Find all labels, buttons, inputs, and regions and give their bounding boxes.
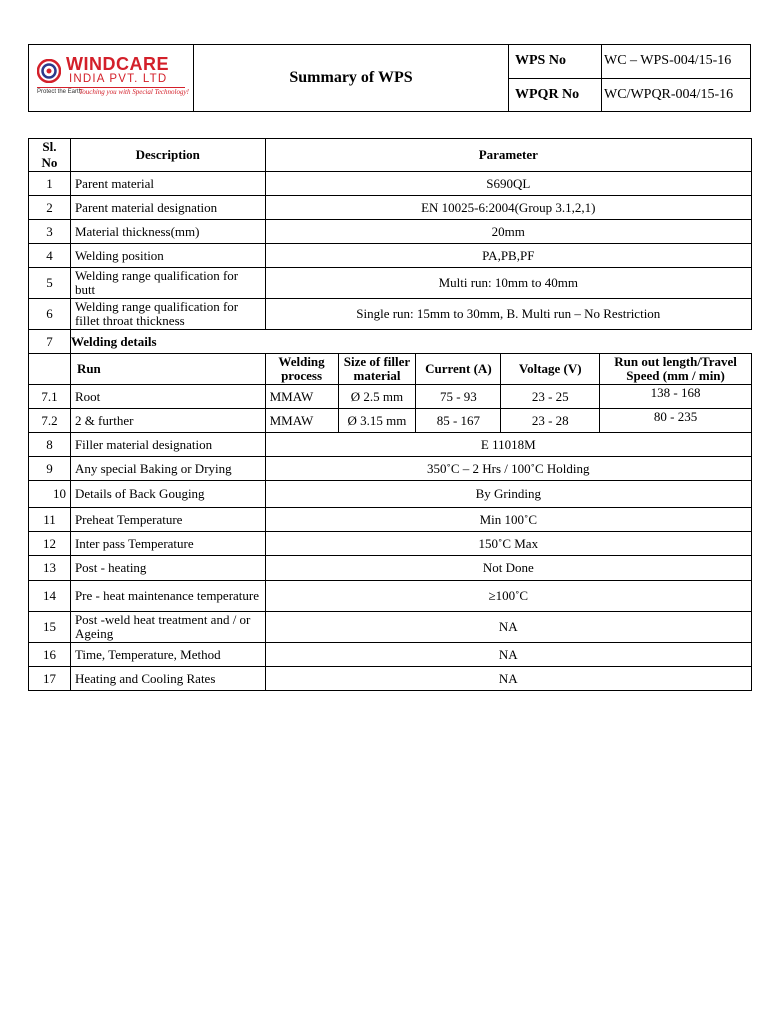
table-row (29, 481, 752, 508)
table-row (29, 556, 752, 581)
table-row (29, 581, 752, 612)
row-description: Inter pass Temperature (70, 532, 265, 556)
row-parameter: S690QL (265, 172, 751, 196)
row-description: Details of Back Gouging (70, 481, 265, 508)
col-header-parameter: Parameter (265, 139, 751, 172)
row-parameter: 150˚C Max (265, 532, 751, 556)
row-description: Post - heating (70, 556, 265, 581)
row-description: Time, Temperature, Method (70, 643, 265, 667)
run-size: Ø 3.15 mm (338, 409, 416, 433)
run-header-size: Size of filler material (338, 354, 416, 385)
row-description: Welding position (70, 244, 265, 268)
run-header-row (29, 354, 752, 385)
run-sl: 7.2 (29, 409, 71, 433)
run-sl: 7.1 (29, 385, 71, 409)
col-header-description: Description (70, 139, 265, 172)
row-sl: 3 (29, 220, 71, 244)
run-process: MMAW (265, 385, 338, 409)
row-parameter: Multi run: 10mm to 40mm (265, 268, 751, 299)
run-current: 75 - 93 (416, 385, 501, 409)
logo-tag-left: Protect the Earth (37, 89, 83, 95)
row-sl: 11 (29, 508, 71, 532)
table-header-row (29, 139, 752, 172)
run-voltage: 23 - 28 (501, 409, 600, 433)
row-description: Preheat Temperature (70, 508, 265, 532)
wps-no-label: WPS No (509, 45, 602, 79)
run-header-current: Current (A) (416, 354, 501, 385)
company-logo (29, 45, 193, 111)
row-sl: 2 (29, 196, 71, 220)
row-sl: 8 (29, 433, 71, 457)
page-title: Summary of WPS (194, 45, 509, 112)
document-header (28, 44, 751, 112)
logo-cell (29, 45, 194, 112)
run-header-blank (29, 354, 71, 385)
run-current: 85 - 167 (416, 409, 501, 433)
welding-details-row (29, 330, 752, 354)
row-sl: 12 (29, 532, 71, 556)
row-parameter: By Grinding (265, 481, 751, 508)
row-parameter: Not Done (265, 556, 751, 581)
row-sl: 10 (29, 481, 71, 508)
run-row (29, 385, 752, 409)
table-row (29, 244, 752, 268)
table-row (29, 172, 752, 196)
row-sl: 15 (29, 612, 71, 643)
run-size: Ø 2.5 mm (338, 385, 416, 409)
wps-no-value: WC – WPS-004/15-16 (602, 45, 751, 79)
row-sl: 17 (29, 667, 71, 691)
row-sl: 16 (29, 643, 71, 667)
row-sl: 13 (29, 556, 71, 581)
row-parameter: Min 100˚C (265, 508, 751, 532)
welding-details-label: Welding details (70, 330, 751, 354)
row-parameter: ≥100˚C (265, 581, 751, 612)
table-row (29, 433, 752, 457)
table-row (29, 532, 752, 556)
table-row (29, 508, 752, 532)
run-speed: 138 - 168 (600, 385, 752, 409)
row-description: Any special Baking or Drying (70, 457, 265, 481)
row-sl: 5 (29, 268, 71, 299)
row-parameter: 350˚C – 2 Hrs / 100˚C Holding (265, 457, 751, 481)
table-row (29, 268, 752, 299)
run-header-process: Welding process (265, 354, 338, 385)
wps-summary-table (28, 138, 752, 691)
row-parameter: Single run: 15mm to 30mm, B. Multi run – No Restriction (265, 299, 751, 330)
table-row (29, 643, 752, 667)
row-description: Parent material (70, 172, 265, 196)
run-row (29, 409, 752, 433)
row-parameter: E 11018M (265, 433, 751, 457)
row-sl: 14 (29, 581, 71, 612)
row-description: Filler material designation (70, 433, 265, 457)
row-description: Welding range qualification for butt (70, 268, 265, 299)
run-header-voltage: Voltage (V) (501, 354, 600, 385)
row-parameter: NA (265, 612, 751, 643)
run-voltage: 23 - 25 (501, 385, 600, 409)
table-row (29, 196, 752, 220)
row-sl: 7 (29, 330, 71, 354)
wpqr-no-value: WC/WPQR-004/15-16 (602, 78, 751, 112)
row-parameter: NA (265, 667, 751, 691)
table-row (29, 667, 752, 691)
table-row (29, 457, 752, 481)
row-sl: 4 (29, 244, 71, 268)
row-parameter: PA,PB,PF (265, 244, 751, 268)
row-description: Pre - heat maintenance temperature (70, 581, 265, 612)
table-row (29, 220, 752, 244)
table-row (29, 299, 752, 330)
row-description: Heating and Cooling Rates (70, 667, 265, 691)
wpqr-no-label: WPQR No (509, 78, 602, 112)
run-header-speed: Run out length/Travel Speed (mm / min) (600, 354, 752, 385)
row-sl: 9 (29, 457, 71, 481)
row-parameter: NA (265, 643, 751, 667)
row-description: Welding range qualification for fillet throat thickness (70, 299, 265, 330)
col-header-sl: Sl. No (29, 139, 71, 172)
logo-tagline: Touching you with Special Technology! (79, 88, 189, 96)
run-name: Root (70, 385, 265, 409)
row-parameter: 20mm (265, 220, 751, 244)
logo-subtitle: INDIA PVT. LTD (69, 73, 168, 85)
run-process: MMAW (265, 409, 338, 433)
logo-name: WINDCARE (66, 54, 169, 74)
run-speed: 80 - 235 (600, 409, 752, 433)
row-sl: 1 (29, 172, 71, 196)
row-description: Post -weld heat treatment and / or Ageing (70, 612, 265, 643)
row-parameter: EN 10025-6:2004(Group 3.1,2,1) (265, 196, 751, 220)
run-header-run: Run (70, 354, 265, 385)
table-row (29, 612, 752, 643)
row-description: Parent material designation (70, 196, 265, 220)
run-name: 2 & further (70, 409, 265, 433)
row-sl: 6 (29, 299, 71, 330)
swirl-logo-icon (37, 59, 61, 83)
row-description: Material thickness(mm) (70, 220, 265, 244)
